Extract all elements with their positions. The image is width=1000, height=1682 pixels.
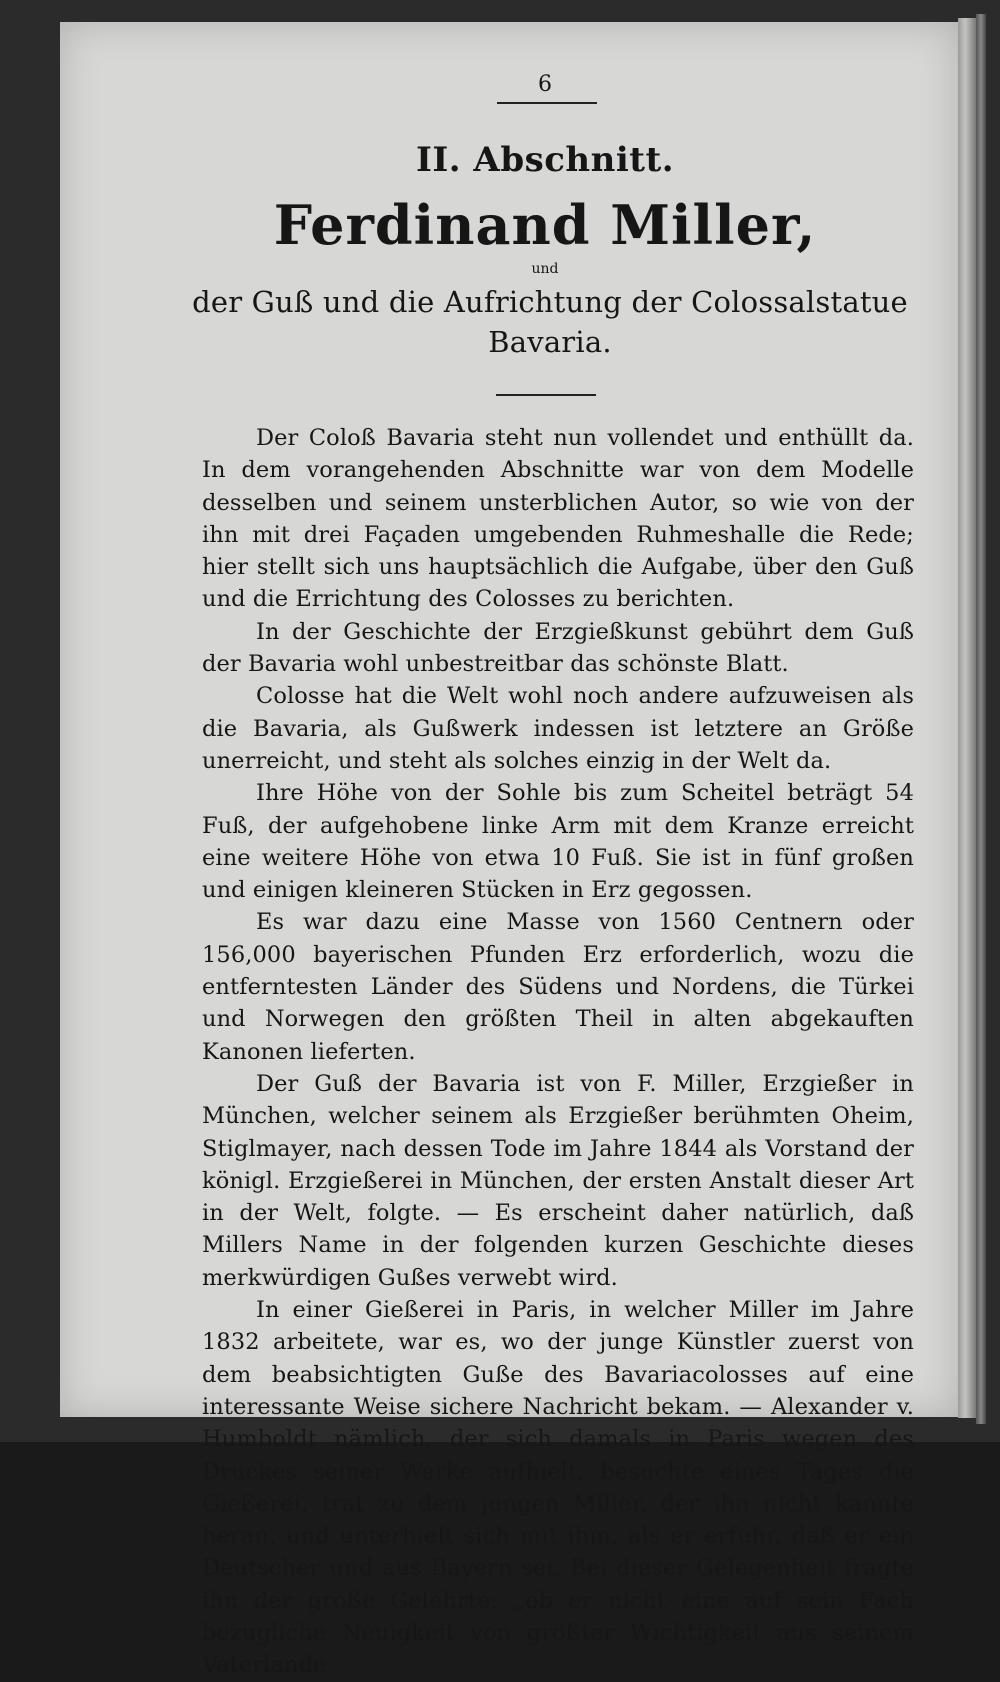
chapter-subtitle: der Guß und die Aufrichtung der Colossalstatue Bavaria. [192, 285, 908, 359]
paragraph-2: In der Geschichte der Erzgießkunst gebührt dem Guß der Bavaria wohl unbestreitbar das schönste Blatt. [202, 618, 914, 678]
book-spine-edge [976, 14, 986, 1424]
header-rule [497, 102, 597, 104]
paragraph-3: Colosse hat die Welt wohl noch andere aufzuweisen als die Bavaria, als Gußwerk indessen ist letztere an Größe unerreicht, und steht als solches einzig in der Welt da. [202, 683, 914, 774]
paragraph-4: Ihre Höhe von der Sohle bis zum Scheitel beträgt 54 Fuß, der aufgehobene linke Arm mit dem Kranze erreicht eine weitere Höhe von etwa 10 Fuß. Sie ist in fünf großen und einigen kleineren Stücken in Erz gegossen. [202, 780, 914, 904]
section-heading: II. Abschnitt. [415, 140, 675, 180]
page-edge [958, 18, 976, 1418]
body-text [202, 422, 914, 1682]
paragraph-1: Der Coloß Bavaria steht nun vollendet und enthüllt da. In dem vorangehenden Abschnitte war von dem Modelle desselben und seinem unsterblichen Autor, so wie von der ihn mit drei Façaden umgebenden Ruhmeshalle die Rede; hier stellt sich uns hauptsächlich die Aufgabe, über den Guß und die Errichtung des Colosses zu berichten. [202, 425, 914, 613]
chapter-title: Ferdinand Miller, [273, 193, 817, 257]
paragraph-5: Es war dazu eine Masse von 1560 Centnern oder 156,000 bayerischen Pfunden Erz erforderlich, wozu die entferntesten Länder des Südens und Nordens, die Türkei und Norwegen den größten Theil in alten abgekauften Kanonen lieferten. [202, 909, 914, 1065]
title-conjunction: und [531, 261, 559, 277]
page-number: 6 [538, 72, 552, 97]
page-content [192, 70, 914, 1682]
title-rule [496, 394, 596, 396]
paragraph-6: Der Guß der Bavaria ist von F. Miller, Erzgießer in München, welcher seinem als Erzgießer berühmten Oheim, Stiglmayer, nach dessen Tode im Jahre 1844 als Vorstand der königl. Erzgießerei in München, der ersten Anstalt dieser Art in der Welt, folgte. — Es erscheint daher natürlich, daß Millers Name in der folgenden kurzen Geschichte dieses merkwürdigen Gußes verwebt wird. [202, 1070, 914, 1291]
paragraph-7: In einer Gießerei in Paris, in welcher Miller im Jahre 1832 arbeitete, war es, wo der junge Künstler zuerst von dem beabsichtigten Guße des Bavariacolosses auf eine interessante Weise sichere Nachricht bekam. — Alexander v. Humboldt nämlich, der sich damals in Paris wegen des Druckes seiner Werke aufhielt, besuchte eines Tages die Gießerei, trat zu dem jungen Miller, der ihn nicht kannte heran, und unterhielt sich mit ihm, als er erfuhr, daß er ein Deutscher und aus Bayern sei. Bei dieser Gelegenheit fragte ihn der große Gelehrte: „ob er nicht eine auf sein Fach bezügliche Neuigkeit von größter Wichtigkeit aus seinem Vaterlande [202, 1297, 914, 1679]
